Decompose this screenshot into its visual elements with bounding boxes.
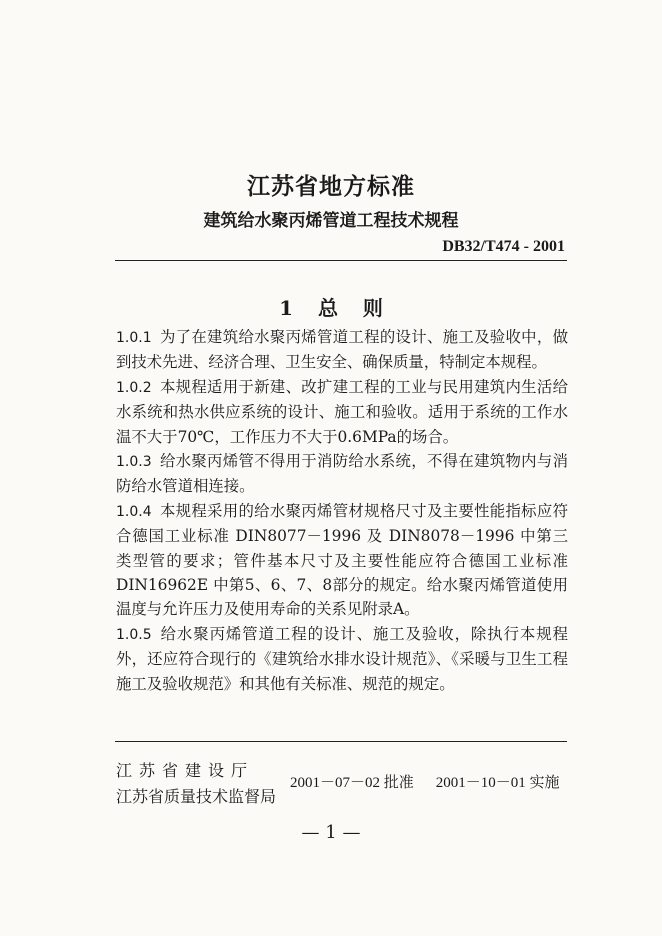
standard-title: 江苏省地方标准 [247,174,415,200]
clause-number: 1.0.2 [116,379,152,396]
approval-date: 2001－07－02 批准 [290,775,414,791]
issuing-authority-construction: 江苏省建设厅 [116,761,255,780]
page-number: — 1 — [301,822,361,843]
effective-date: 2001－10－01 实施 [435,775,560,791]
clause-1-0-2 [116,375,568,449]
clause-1-0-3 [116,449,568,499]
issuing-authority-quality: 江苏省质量技术监督局 [116,787,277,806]
issue-dates [290,771,560,792]
clause-number: 1.0.4 [116,503,152,520]
clause-text: 给水聚丙烯管道工程的设计、施工及验收，除执行本规程外，还应符合现行的《建筑给水排水设计规范》、《采暖与卫生工程施工及验收规范》和其他有关标准、规范的规定。 [116,624,568,693]
clauses-body [116,325,568,696]
clause-1-0-5 [116,622,568,696]
clause-1-0-1 [116,325,568,375]
clause-text: 本规程适用于新建、改扩建工程的工业与民用建筑内生活给水系统和热水供应系统的设计、施工和验收。适用于系统的工作水温不大于70℃，工作压力不大于0.6MPa的场合。 [116,377,568,446]
clause-text: 本规程采用的给水聚丙烯管材规格尺寸及主要性能指标应符合德国工业标准 DIN8077－1996 及 DIN8078－1996 中第三类型管的要求；管件基本尺寸及主要性能应符合德国工业标准 DIN16962E 中第5、6、7、8部分的规定。给水聚丙烯管道使用温度与允许压力及使用寿命的关系见附录A。 [116,501,568,619]
footer-divider [115,741,567,742]
clause-number: 1.0.1 [116,330,152,346]
clause-number: 1.0.3 [116,454,152,471]
standard-code: DB32/T474 - 2001 [442,238,565,255]
clause-number: 1.0.5 [116,626,152,643]
clause-text: 给水聚丙烯管不得用于消防给水系统，不得在建筑物内与消防给水管道相连接。 [116,452,568,496]
clause-1-0-4 [116,499,568,622]
standard-subtitle: 建筑给水聚丙烯管道工程技术规程 [203,211,459,231]
clause-text: 为了在建筑给水聚丙烯管道工程的设计、施工及验收中，做到技术先进、经济合理、卫生安全、确保质量，特制定本规程。 [116,328,568,372]
chapter-heading: 1 总 则 [279,296,383,320]
header-divider [115,260,567,261]
